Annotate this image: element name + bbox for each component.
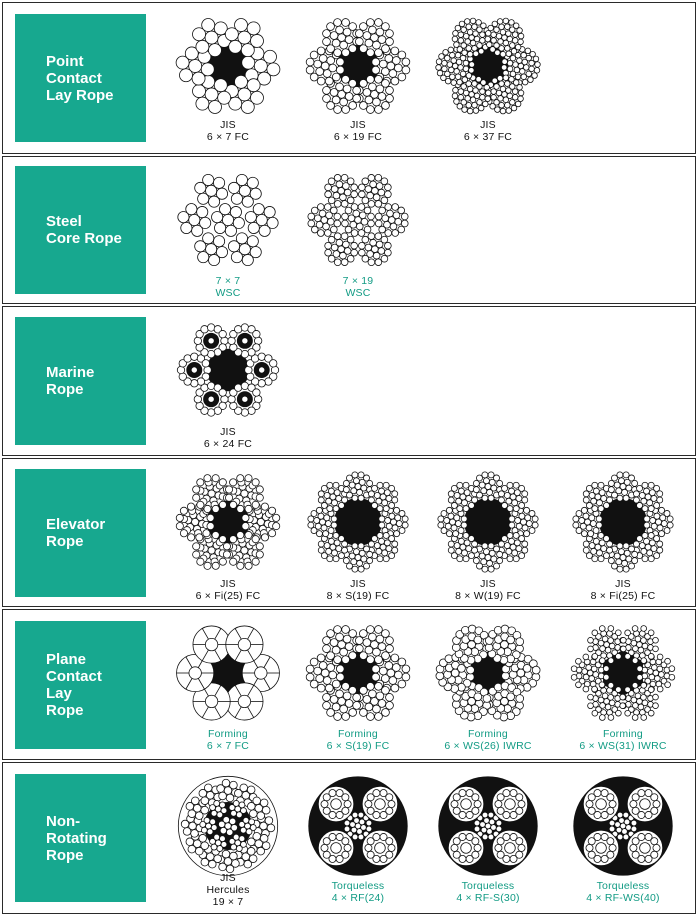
rope-item — [163, 3, 293, 153]
rope-caption: Torqueless 4 × RF-S(30) — [456, 880, 520, 904]
rope-item — [163, 763, 293, 913]
rope-item — [163, 307, 293, 455]
rope-caption: Torqueless 4 × RF-WS(40) — [586, 880, 660, 904]
rope-6x24-fc-icon — [163, 315, 293, 425]
rope-section — [2, 306, 696, 456]
rope-item — [293, 3, 423, 153]
rope-7x7-wsc-icon — [163, 165, 293, 275]
rope-7x19-wsc-icon — [293, 165, 423, 275]
rope-caption: JIS 8 × S(19) FC — [326, 578, 390, 602]
rope-caption: JIS 6 × Fi(25) FC — [195, 578, 261, 602]
rope-item — [558, 610, 688, 759]
rope-forming-6xs19-fc-icon — [293, 618, 423, 728]
rope-section — [2, 156, 696, 304]
rope-item — [163, 459, 293, 606]
rope-torqueless-4xrf-s30-icon — [423, 771, 553, 881]
rope-forming-6x7-fc-icon — [163, 618, 293, 728]
rope-section — [2, 458, 696, 607]
section-label-block — [15, 166, 146, 294]
rope-torqueless-4xrf-ws40-icon — [558, 771, 688, 881]
rope-item — [293, 459, 423, 606]
rope-caption: JIS 6 × 7 FC — [206, 119, 250, 143]
rope-6x37-fc-icon — [423, 11, 553, 121]
section-label-block — [15, 14, 146, 142]
rope-hercules-19x7-icon — [163, 771, 293, 881]
rope-torqueless-4xrf24-icon — [293, 771, 423, 881]
rope-forming-6xws31-iwrc-icon — [558, 618, 688, 728]
section-label-block — [15, 621, 146, 749]
rope-item — [423, 459, 553, 606]
rope-section — [2, 609, 696, 760]
rope-caption: JIS 6 × 24 FC — [203, 426, 253, 450]
rope-item — [423, 3, 553, 153]
section-label-block — [15, 317, 146, 445]
section-label: Non- Rotating Rope — [46, 812, 107, 864]
rope-caption: JIS 6 × 37 FC — [463, 119, 513, 143]
section-label: Steel Core Rope — [46, 213, 122, 247]
rope-6x19-fc-icon — [293, 11, 423, 121]
section-label: Marine Rope — [46, 364, 95, 398]
rope-item — [293, 763, 423, 913]
section-label-block — [15, 469, 146, 597]
rope-section — [2, 762, 696, 914]
rope-item — [163, 610, 293, 759]
rope-caption: Forming 6 × WS(26) IWRC — [444, 728, 532, 752]
rope-caption: Torqueless 4 × RF(24) — [331, 880, 385, 904]
rope-caption: JIS 8 × W(19) FC — [455, 578, 521, 602]
rope-item — [558, 763, 688, 913]
rope-8xfi25-fc-icon — [558, 467, 688, 577]
rope-caption: JIS 8 × Fi(25) FC — [590, 578, 656, 602]
rope-6xfi25-fc-icon — [163, 467, 293, 577]
section-label: Elevator Rope — [46, 516, 106, 550]
rope-item — [163, 157, 293, 303]
rope-caption: Forming 6 × 7 FC — [206, 728, 250, 752]
rope-item — [423, 610, 553, 759]
rope-8xs19-fc-icon — [293, 467, 423, 577]
section-label: Plane Contact Lay Rope — [46, 651, 102, 719]
rope-item — [423, 763, 553, 913]
rope-forming-6xws26-iwrc-icon — [423, 618, 553, 728]
section-label: Point Contact Lay Rope — [46, 52, 114, 104]
rope-caption: Forming 6 × WS(31) IWRC — [579, 728, 667, 752]
rope-caption: 7 × 7 WSC — [215, 275, 241, 299]
rope-caption: JIS Hercules 19 × 7 — [206, 872, 250, 908]
rope-item — [293, 157, 423, 303]
rope-section — [2, 2, 696, 154]
section-label-block — [15, 774, 146, 902]
rope-item — [293, 610, 423, 759]
rope-6x7-fc-icon — [163, 11, 293, 121]
rope-8xw19-fc-icon — [423, 467, 553, 577]
rope-caption: JIS 6 × 19 FC — [333, 119, 383, 143]
rope-item — [558, 459, 688, 606]
rope-caption: Forming 6 × S(19) FC — [326, 728, 390, 752]
rope-caption: 7 × 19 WSC — [342, 275, 374, 299]
